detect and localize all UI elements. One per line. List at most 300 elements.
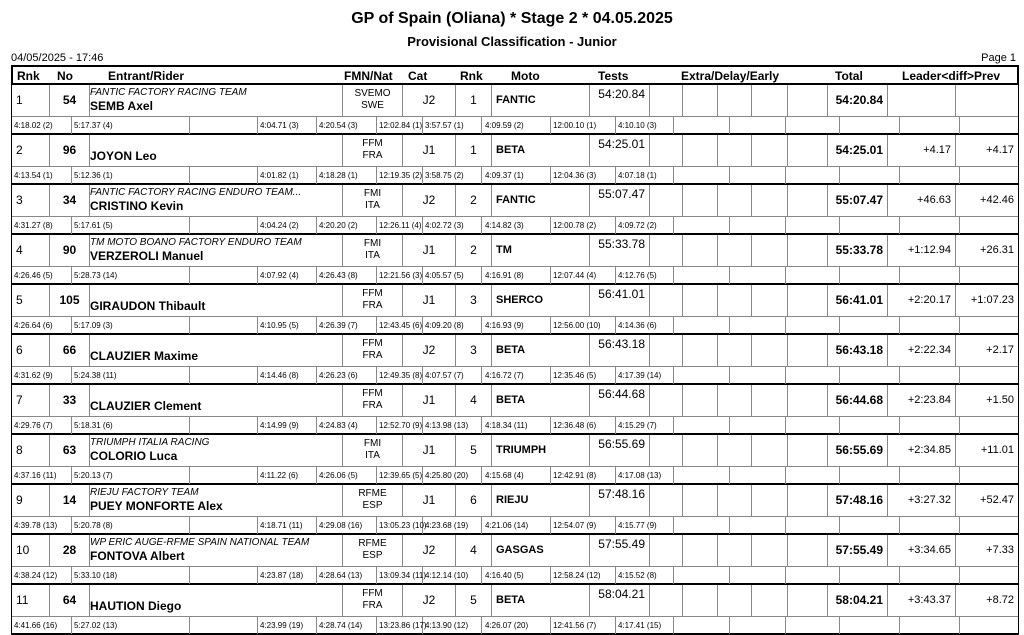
lap-time-cell: 4:09.37 (1): [483, 167, 551, 184]
lap-time-cell: 4:26.64 (6): [12, 317, 72, 334]
penalty-cell: [752, 435, 788, 466]
lap-time-cell: [960, 367, 1018, 384]
tests-cell: 55:33.78: [590, 235, 650, 266]
tests-cell: 54:25.01: [590, 135, 650, 166]
lap-time-cell: 4:02.72 (3): [423, 217, 482, 234]
lap-time-cell: [960, 117, 1018, 134]
entrant-cell: [90, 85, 343, 116]
lap-time-cell: 4:23.87 (18): [258, 567, 317, 584]
fmn-nat-cell: [343, 185, 403, 216]
prev-diff-cell: [956, 85, 1018, 116]
rank-cell: 1: [12, 85, 50, 116]
table-row: [11, 485, 1019, 535]
total-cell: 55:07.47: [828, 185, 888, 216]
lap-time-cell: 4:14.99 (9): [258, 417, 317, 434]
category-cell: J1: [403, 435, 456, 466]
table-row: [11, 135, 1019, 185]
lap-time-cell: 4:25.80 (20): [423, 467, 482, 484]
lap-time-cell: 4:26.39 (7): [317, 317, 377, 334]
extra-cell: [650, 485, 683, 516]
lap-time-cell: 4:16.72 (7): [483, 367, 551, 384]
lap-time-cell: 4:31.62 (9): [12, 367, 72, 384]
lap-time-cell: 12:07.44 (4): [551, 267, 616, 284]
lap-time-cell: 4:15.77 (9): [616, 517, 674, 534]
lap-times: [12, 216, 1018, 234]
nationality: FRA: [362, 300, 383, 311]
moto-cell: TRIUMPH: [492, 435, 590, 466]
prev-diff-cell: +1:07.23: [970, 294, 1014, 306]
lap-time-cell: 4:21.06 (14): [483, 517, 551, 534]
moto-cell: FANTIC: [492, 85, 590, 116]
lap-times: [12, 466, 1018, 484]
fmn-code: FMI: [363, 438, 382, 449]
nationality: SWE: [361, 100, 384, 111]
extra-cell: [650, 385, 683, 416]
penalty-cell: [752, 85, 788, 116]
early-cell: [718, 385, 752, 416]
extra-cell: [650, 135, 683, 166]
total-cell: 56:44.68: [828, 385, 888, 416]
fmn-nat-cell: [343, 385, 403, 416]
rank-cell: 9: [12, 485, 50, 516]
fmn-code: FFM: [362, 338, 383, 349]
lap-time-cell: 4:12.76 (5): [616, 267, 674, 284]
lap-time-cell: 4:18.02 (2): [12, 117, 72, 134]
spare-cell: [788, 385, 828, 416]
rank-cell: 11: [12, 585, 50, 616]
lap-time-cell: 4:38.24 (12): [12, 567, 72, 584]
total-cell: 58:04.21: [828, 585, 888, 616]
category-cell: J2: [403, 85, 456, 116]
rider-name: JOYON Leo: [90, 149, 157, 163]
tests-cell: 57:48.16: [590, 485, 650, 516]
lap-time-cell: 4:26.46 (5): [12, 267, 72, 284]
tests-cell: 57:55.49: [590, 535, 650, 566]
lap-time-cell: 4:12.14 (10): [423, 567, 482, 584]
table-row: [11, 335, 1019, 385]
lap-time-cell: [674, 217, 730, 234]
number-cell: 54: [50, 85, 90, 116]
category-rank-cell: 2: [456, 235, 492, 266]
page-subtitle: Provisional Classification - Junior: [407, 34, 617, 49]
table-row: [11, 585, 1019, 635]
spare-cell: [788, 485, 828, 516]
category-rank-cell: 6: [456, 485, 492, 516]
early-cell: [718, 335, 752, 366]
lap-time-cell: [674, 317, 730, 334]
page-number: Page 1: [981, 52, 1016, 64]
prev-diff-cell: +11.01: [980, 444, 1014, 456]
tests-cell: 56:44.68: [590, 385, 650, 416]
penalty-cell: [752, 485, 788, 516]
moto-cell: BETA: [492, 335, 590, 366]
prev-diff-cell: +8.72: [986, 594, 1014, 606]
category-rank-cell: 5: [456, 585, 492, 616]
lap-time-cell: 12:42.91 (8): [551, 467, 616, 484]
lap-time-cell: 5:27.02 (13): [72, 617, 190, 634]
penalty-cell: [752, 285, 788, 316]
lap-time-cell: [730, 317, 786, 334]
tests-cell: 54:20.84: [590, 85, 650, 116]
tests-cell: 56:41.01: [590, 285, 650, 316]
entrant-cell: [90, 185, 343, 216]
rider-name: SEMB Axel: [90, 99, 153, 113]
total-cell: 54:20.84: [828, 85, 888, 116]
lap-time-cell: 5:17.09 (3): [72, 317, 190, 334]
lap-time-cell: 5:20.78 (8): [72, 517, 190, 534]
lap-time-cell: [674, 267, 730, 284]
lap-time-cell: [900, 517, 960, 534]
early-cell: [718, 485, 752, 516]
penalty-cell: [752, 535, 788, 566]
team-name: WP ERIC AUGE-RFME SPAIN NATIONAL TEAM: [90, 537, 310, 548]
fmn-code: FFM: [362, 388, 383, 399]
category-cell: J2: [403, 335, 456, 366]
delay-cell: [683, 85, 718, 116]
lap-time-cell: 4:24.83 (4): [317, 417, 377, 434]
number-cell: 63: [50, 435, 90, 466]
lap-time-cell: [900, 317, 960, 334]
lap-time-cell: 12:54.07 (9): [551, 517, 616, 534]
lap-time-cell: 12:52.70 (9): [377, 417, 423, 434]
lap-time-cell: [190, 467, 258, 484]
nationality: ITA: [365, 250, 380, 261]
fmn-nat-cell: [343, 135, 403, 166]
lap-time-cell: 4:41.66 (16): [12, 617, 72, 634]
lap-time-cell: 4:04.71 (3): [258, 117, 317, 134]
lap-times: [12, 416, 1018, 434]
lap-time-cell: 4:37.16 (11): [12, 467, 72, 484]
lap-time-cell: 4:26.23 (6): [317, 367, 377, 384]
lap-time-cell: 4:29.08 (16): [317, 517, 377, 534]
lap-time-cell: 4:17.08 (13): [616, 467, 674, 484]
lap-time-cell: 4:14.36 (6): [616, 317, 674, 334]
fmn-nat-cell: [343, 585, 403, 616]
lap-time-cell: 5:28.73 (14): [72, 267, 190, 284]
lap-time-cell: [960, 417, 1018, 434]
rider-name: CLAUZIER Clement: [90, 399, 202, 413]
lap-time-cell: 4:04.24 (2): [258, 217, 317, 234]
moto-cell: TM: [492, 235, 590, 266]
header-tests: Tests: [598, 69, 629, 83]
moto-cell: SHERCO: [492, 285, 590, 316]
team-name: TRIUMPH ITALIA RACING: [90, 437, 210, 448]
category-rank-cell: 3: [456, 285, 492, 316]
team-name: FANTIC FACTORY RACING ENDURO TEAM...: [90, 187, 302, 198]
lap-time-cell: [960, 517, 1018, 534]
extra-cell: [650, 335, 683, 366]
moto-cell: RIEJU: [492, 485, 590, 516]
lap-time-cell: 12:00.78 (2): [551, 217, 616, 234]
lap-time-cell: [840, 567, 900, 584]
extra-cell: [650, 285, 683, 316]
delay-cell: [683, 585, 718, 616]
rider-name: HAUTION Diego: [90, 599, 182, 613]
lap-time-cell: 4:20.54 (3): [317, 117, 377, 134]
category-rank-cell: 1: [456, 135, 492, 166]
lap-time-cell: [190, 367, 258, 384]
lap-time-cell: [840, 217, 900, 234]
lap-time-cell: 12:21.56 (3): [377, 267, 423, 284]
lap-time-cell: [190, 267, 258, 284]
lap-time-cell: 4:15.52 (8): [616, 567, 674, 584]
total-cell: 55:33.78: [828, 235, 888, 266]
lap-time-cell: [730, 117, 786, 134]
lap-time-cell: [900, 117, 960, 134]
moto-cell: BETA: [492, 135, 590, 166]
lap-time-cell: 4:18.34 (11): [483, 417, 551, 434]
category-cell: J1: [403, 285, 456, 316]
team-name: RIEJU FACTORY TEAM: [90, 487, 199, 498]
delay-cell: [683, 435, 718, 466]
prev-diff-cell: +7.33: [986, 544, 1014, 556]
lap-time-cell: 4:05.57 (5): [423, 267, 482, 284]
nationality: FRA: [362, 400, 383, 411]
delay-cell: [683, 485, 718, 516]
lap-time-cell: 13:05.23 (10): [377, 517, 423, 534]
category-cell: J2: [403, 185, 456, 216]
category-rank-cell: 1: [456, 85, 492, 116]
lap-times: [12, 116, 1018, 134]
early-cell: [718, 185, 752, 216]
lap-time-cell: [730, 167, 786, 184]
lap-time-cell: [840, 167, 900, 184]
rank-cell: 4: [12, 235, 50, 266]
extra-cell: [650, 435, 683, 466]
rider-name: FONTOVA Albert: [90, 549, 185, 563]
lap-time-cell: 4:16.91 (8): [483, 267, 551, 284]
delay-cell: [683, 135, 718, 166]
lap-time-cell: 5:12.36 (1): [72, 167, 190, 184]
rider-name: GIRAUDON Thibault: [90, 299, 206, 313]
tests-cell: 55:07.47: [590, 185, 650, 216]
lap-time-cell: 12:49.35 (8): [377, 367, 423, 384]
lap-time-cell: [786, 217, 840, 234]
lap-time-cell: [840, 117, 900, 134]
lap-time-cell: [840, 467, 900, 484]
number-cell: 90: [50, 235, 90, 266]
entrant-cell: [90, 485, 343, 516]
lap-time-cell: 4:29.76 (7): [12, 417, 72, 434]
lap-time-cell: [786, 367, 840, 384]
spare-cell: [788, 435, 828, 466]
lap-time-cell: [730, 467, 786, 484]
rank-cell: 5: [12, 285, 50, 316]
number-cell: 105: [50, 285, 90, 316]
lap-time-cell: 4:09.59 (2): [483, 117, 551, 134]
fmn-code: FFM: [362, 588, 383, 599]
header-extra: Extra/Delay/Early: [681, 69, 780, 83]
lap-time-cell: 5:20.13 (7): [72, 467, 190, 484]
lap-time-cell: 12:58.24 (12): [551, 567, 616, 584]
lap-times: [12, 266, 1018, 284]
lap-times: [12, 366, 1018, 384]
lap-time-cell: [786, 317, 840, 334]
lap-time-cell: [190, 167, 258, 184]
leader-diff-cell: +3:43.37: [888, 585, 956, 616]
rank-cell: 3: [12, 185, 50, 216]
lap-time-cell: 4:14.82 (3): [483, 217, 551, 234]
leader-diff-cell: +3:27.32: [888, 485, 956, 516]
lap-time-cell: [786, 517, 840, 534]
lap-time-cell: [786, 117, 840, 134]
lap-time-cell: 4:11.22 (6): [258, 467, 317, 484]
lap-time-cell: [730, 567, 786, 584]
fmn-nat-cell: [343, 485, 403, 516]
lap-time-cell: [190, 217, 258, 234]
header-total: Total: [835, 69, 863, 83]
early-cell: [718, 585, 752, 616]
lap-time-cell: [730, 367, 786, 384]
early-cell: [718, 135, 752, 166]
fmn-code: FFM: [362, 138, 383, 149]
leader-diff-cell: +46.63: [888, 185, 956, 216]
lap-time-cell: [786, 267, 840, 284]
lap-time-cell: [960, 267, 1018, 284]
extra-cell: [650, 585, 683, 616]
lap-time-cell: 4:15.29 (7): [616, 417, 674, 434]
total-cell: 57:48.16: [828, 485, 888, 516]
rider-name: CRISTINO Kevin: [90, 199, 184, 213]
lap-time-cell: 4:26.43 (8): [317, 267, 377, 284]
category-cell: J1: [403, 485, 456, 516]
category-rank-cell: 4: [456, 535, 492, 566]
spare-cell: [788, 535, 828, 566]
lap-time-cell: 4:07.92 (4): [258, 267, 317, 284]
lap-time-cell: 4:28.74 (14): [317, 617, 377, 634]
nationality: FRA: [362, 600, 383, 611]
extra-cell: [650, 235, 683, 266]
lap-time-cell: 4:14.46 (8): [258, 367, 317, 384]
page-title: GP of Spain (Oliana) * Stage 2 * 04.05.2025: [351, 10, 673, 27]
lap-time-cell: [960, 467, 1018, 484]
number-cell: 66: [50, 335, 90, 366]
prev-diff-cell: +26.31: [980, 244, 1014, 256]
early-cell: [718, 435, 752, 466]
lap-times: [12, 316, 1018, 334]
lap-time-cell: [900, 567, 960, 584]
lap-time-cell: 13:23.86 (17): [377, 617, 423, 634]
lap-time-cell: [900, 417, 960, 434]
entrant-cell: [90, 235, 343, 266]
penalty-cell: [752, 185, 788, 216]
lap-time-cell: 5:33.10 (18): [72, 567, 190, 584]
lap-time-cell: 13:09.34 (11): [377, 567, 423, 584]
lap-time-cell: 12:00.10 (1): [551, 117, 616, 134]
rider-name: COLORIO Luca: [90, 449, 178, 463]
lap-time-cell: [190, 517, 258, 534]
lap-time-cell: 4:26.06 (5): [317, 467, 377, 484]
table-row: [11, 85, 1019, 135]
nationality: ITA: [365, 450, 380, 461]
tests-cell: 56:43.18: [590, 335, 650, 366]
lap-time-cell: [190, 117, 258, 134]
category-rank-cell: 4: [456, 385, 492, 416]
rank-cell: 6: [12, 335, 50, 366]
lap-time-cell: 12:19.35 (2): [377, 167, 423, 184]
lap-time-cell: 4:09.20 (8): [423, 317, 482, 334]
moto-cell: BETA: [492, 385, 590, 416]
lap-time-cell: 4:17.41 (15): [616, 617, 674, 634]
number-cell: 28: [50, 535, 90, 566]
fmn-code: FFM: [362, 288, 383, 299]
lap-time-cell: [900, 167, 960, 184]
spare-cell: [788, 235, 828, 266]
header-fmn: FMN/Nat: [344, 69, 393, 83]
nationality: FRA: [362, 150, 383, 161]
rider-name: VERZEROLI Manuel: [90, 249, 204, 263]
moto-cell: BETA: [492, 585, 590, 616]
fmn-nat-cell: [343, 235, 403, 266]
entry-list: [11, 85, 1019, 635]
delay-cell: [683, 285, 718, 316]
fmn-code: FMI: [363, 188, 382, 199]
lap-time-cell: [786, 467, 840, 484]
lap-time-cell: 12:39.65 (5): [377, 467, 423, 484]
lap-time-cell: 5:18.31 (6): [72, 417, 190, 434]
nationality: ESP: [362, 500, 383, 511]
lap-time-cell: [840, 367, 900, 384]
moto-cell: GASGAS: [492, 535, 590, 566]
lap-time-cell: 5:17.61 (5): [72, 217, 190, 234]
spare-cell: [788, 285, 828, 316]
lap-time-cell: [840, 267, 900, 284]
lap-time-cell: [190, 417, 258, 434]
lap-time-cell: 4:20.20 (2): [317, 217, 377, 234]
lap-time-cell: [900, 217, 960, 234]
total-cell: 56:55.69: [828, 435, 888, 466]
lap-time-cell: 4:18.28 (1): [317, 167, 377, 184]
entrant-cell: [90, 585, 343, 616]
lap-time-cell: [960, 617, 1018, 634]
lap-time-cell: 4:10.10 (3): [616, 117, 674, 134]
table-row: [11, 185, 1019, 235]
lap-time-cell: [786, 167, 840, 184]
delay-cell: [683, 535, 718, 566]
lap-time-cell: 4:39.78 (13): [12, 517, 72, 534]
lap-time-cell: [900, 467, 960, 484]
lap-time-cell: [900, 267, 960, 284]
prev-diff-cell: +2.17: [986, 344, 1014, 356]
penalty-cell: [752, 135, 788, 166]
entrant-cell: [90, 285, 343, 316]
prev-diff-cell: +1.50: [986, 394, 1014, 406]
header-leader: Leader<diff>Prev: [902, 69, 1001, 83]
number-cell: 33: [50, 385, 90, 416]
header-no: No: [57, 69, 73, 83]
lap-time-cell: 4:16.40 (5): [483, 567, 551, 584]
category-cell: J1: [403, 135, 456, 166]
table-row: [11, 385, 1019, 435]
lap-time-cell: [730, 217, 786, 234]
delay-cell: [683, 185, 718, 216]
fmn-nat-cell: [343, 285, 403, 316]
lap-times: [12, 616, 1018, 634]
total-cell: 57:55.49: [828, 535, 888, 566]
lap-time-cell: 4:10.95 (5): [258, 317, 317, 334]
lap-times: [12, 166, 1018, 184]
prev-diff-cell: +52.47: [980, 494, 1014, 506]
header-rnk: Rnk: [17, 69, 40, 83]
lap-time-cell: 4:28.64 (13): [317, 567, 377, 584]
total-cell: 54:25.01: [828, 135, 888, 166]
nationality: ESP: [362, 550, 383, 561]
lap-time-cell: [730, 267, 786, 284]
lap-time-cell: 12:43.45 (6): [377, 317, 423, 334]
category-rank-cell: 2: [456, 185, 492, 216]
extra-cell: [650, 535, 683, 566]
header-entrant: Entrant/Rider: [108, 69, 185, 83]
